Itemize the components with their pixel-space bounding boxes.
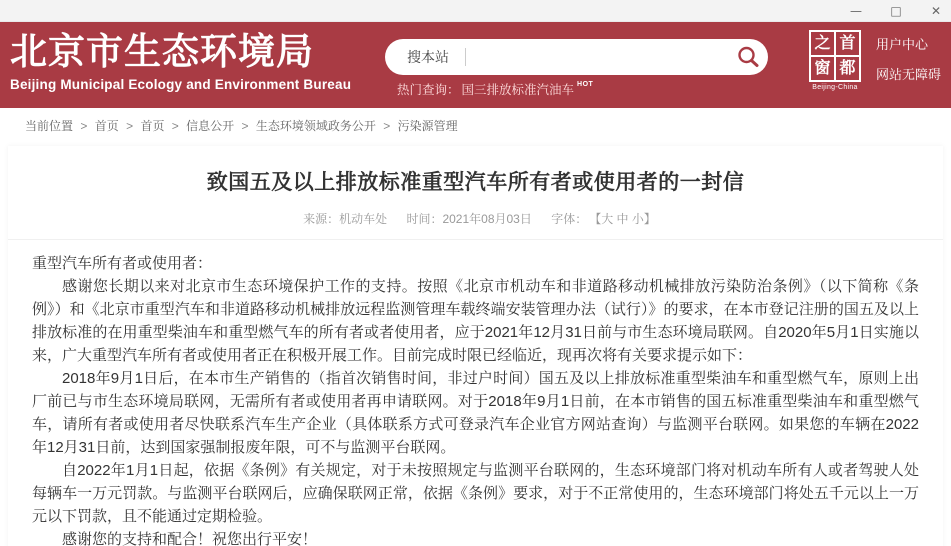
site-name-english: Beijing Municipal Ecology and Environment Bureau [10,77,352,92]
search-icon [736,45,760,69]
breadcrumb-separator: > [171,119,179,133]
capital-window-logo[interactable] [808,30,862,91]
site-name-chinese: 北京市生态环境局 [10,31,314,72]
hot-badge: HOT [577,81,594,88]
seal-char: 窗 [811,57,834,80]
hot-query-row [397,80,593,98]
search-input[interactable] [466,42,728,72]
seal-char: 都 [836,57,859,80]
hot-query-link[interactable]: 国三排放标准汽油车 [461,83,575,97]
breadcrumb-item-info-disclosure[interactable]: 信息公开 [186,119,235,133]
user-center-link[interactable]: 用户中心 [876,37,929,52]
article-source: 来源：机动车处 [303,212,388,226]
breadcrumb-separator: > [383,119,391,133]
breadcrumb-item-home-2[interactable]: 首页 [140,119,165,133]
breadcrumb-prefix: 当前位置 [25,119,74,133]
breadcrumb [0,108,951,142]
article-title: 致国五及以上排放标准重型汽车所有者或使用者的一封信 [206,171,745,194]
seal-char: 之 [811,32,834,55]
window-controls [849,0,943,22]
article-body [8,240,943,546]
article-paragraph: 2018年9月1日后，在本市生产销售的（指首次销售时间，非过户时间）国五及以上排放标准重型柴油车和重型燃气车，原则上出厂前已与市生态环境局联网，无需所有者或使用者再申请联网。对于2018年9月1日前，在本市销售的国五标准重型柴油车和重型燃气车，请所有者或使用者尽快联系汽车生产企业（具体联系方式可登录汽车企业官方网站查询）与监测平台联网。如果您的车辆在2022年12月31日前，达到国家强制报废年限，可不与监测平台联网。 [32,370,919,456]
site-header [0,22,951,108]
breadcrumb-item-home-1[interactable]: 首页 [94,119,119,133]
maximize-icon[interactable]: □ [890,4,902,18]
seal-caption: Beijing-China [812,84,858,91]
article-time: 时间：2021年08月03日 [406,212,532,226]
article-paragraph: 自2022年1月1日起，依据《条例》有关规定，对于未按照规定与监测平台联网的，生态环境部门将对机动车所有人或者驾驶人处每辆车一万元罚款。与监测平台联网后，应确保联网正常，依据《条例》要求，对于不正常使用的，生态环境部门将处五千元以上一万元以下罚款，且不能通过定期检验。 [32,462,919,525]
article-meta [8,210,943,240]
search-scope-label: 搜本站 [407,49,449,65]
breadcrumb-item-gov-affairs[interactable]: 生态环境领域政务公开 [255,119,376,133]
accessibility-link[interactable]: 网站无障碍 [876,67,942,82]
article-paragraph: 感谢您长期以来对北京市生态环境保护工作的支持。按照《北京市机动车和非道路移动机械排放污染防治条例》（以下简称《条例》）和《北京市重型汽车和非道路移动机械排放远程监测管理车载终端安装管理办法（试行）》的要求，在本市登记注册的国五及以上排放标准的在用重型柴油车和重型燃气车的所有者或者使用者，应于2021年12月31日前与市生态环境局联网。自2020年5月1日实施以来，广大重型汽车所有者或使用者正在积极开展工作。目前完成时限已经临近，现再次将有关要求提示如下： [32,278,919,364]
minimize-icon[interactable]: — [850,4,862,18]
seal-char: 首 [836,32,859,55]
font-size-label: 字体： [551,212,588,226]
header-links [876,34,941,83]
hot-query-prefix: 热门查询： [397,83,460,97]
article-panel [8,146,943,546]
window-titlebar [0,0,951,22]
site-logo[interactable] [10,30,351,92]
breadcrumb-separator: > [126,119,134,133]
breadcrumb-separator: > [80,119,88,133]
breadcrumb-item-pollution-source[interactable]: 污染源管理 [397,119,458,133]
search-button[interactable] [728,45,768,69]
search-box[interactable] [385,39,768,75]
font-size-switcher[interactable]: 【大 中 小】 [595,212,656,226]
article-closing: 感谢您的支持和配合！祝您出行平安！ [62,531,318,546]
breadcrumb-separator: > [241,119,249,133]
article-salutation: 重型汽车所有者或使用者： [32,255,213,272]
seal-grid [809,30,861,82]
close-icon[interactable]: ✕ [930,4,942,18]
